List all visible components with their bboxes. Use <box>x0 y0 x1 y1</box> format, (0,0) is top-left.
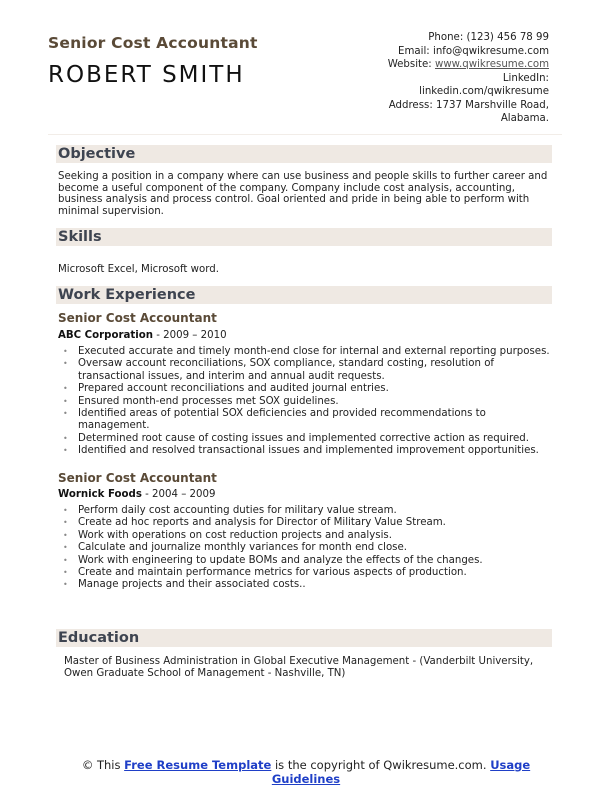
contact-block <box>349 31 549 126</box>
list-item: • Create and maintain performance metrics for various aspects of production. <box>58 567 552 579</box>
section-work-experience-header <box>56 286 552 304</box>
footer-copyright: © This Free Resume Template is the copyright of Qwikresume.com. Usage Guidelines <box>81 758 531 786</box>
job-dates: - 2009 – 2010 <box>152 330 227 341</box>
list-item: • Work with operations on cost reduction projects and analysis. <box>58 530 552 542</box>
job-company-line <box>58 489 215 500</box>
list-item: • Create ad hoc reports and analysis for Director of Military Value Stream. <box>58 517 552 529</box>
job-role: Senior Cost Accountant <box>58 311 217 325</box>
usage-guidelines-link[interactable]: Usage Guidelines <box>271 758 531 786</box>
section-title: Work Experience <box>58 287 196 303</box>
contact-phone: Phone: (123) 456 78 99 <box>428 32 549 43</box>
section-title: Skills <box>58 229 102 245</box>
job-role: Senior Cost Accountant <box>58 471 217 485</box>
free-resume-template-link[interactable]: Free Resume Template <box>124 758 272 772</box>
list-item: • Identified and resolved transactional issues and implemented improvement opportunities. <box>58 445 552 457</box>
job-bullets <box>58 346 552 458</box>
contact-website: Website: www.qwikresume.com <box>387 59 549 70</box>
section-skills-header <box>56 228 552 246</box>
list-item: • Prepared account reconciliations and audited journal entries. <box>58 383 552 395</box>
list-item: • Executed accurate and timely month-end close for internal and external reporting purposes. <box>58 346 552 358</box>
list-item: • Ensured month-end processes met SOX guidelines. <box>58 396 552 408</box>
list-item: • Determined root cause of costing issues and implemented corrective action as required. <box>58 433 552 445</box>
header-divider <box>48 134 562 135</box>
job-company: ABC Corporation <box>58 330 153 341</box>
objective-text: Seeking a position in a company where can use business and people skills to further career and become a useful component of the company. Company include cost analysis, accounting, business analysis and process control. Goal oriented and pride in being able to perform with minimal supervision. <box>58 171 548 217</box>
website-link[interactable]: www.qwikresume.com <box>434 59 549 70</box>
contact-linkedin: linkedin.com/qwikresume <box>419 86 549 97</box>
contact-linkedin-label: LinkedIn: <box>502 72 549 84</box>
job-bullets <box>58 505 552 592</box>
list-item: • Calculate and journalize monthly variances for month end close. <box>58 542 552 554</box>
list-item: • Work with engineering to update BOMs and analyze the effects of the changes. <box>58 555 552 567</box>
section-objective-header <box>56 145 552 163</box>
list-item: • Identified areas of potential SOX deficiencies and provided recommendations to management. <box>58 408 552 433</box>
job-company-line <box>58 330 227 341</box>
list-item: • Manage projects and their associated costs.. <box>58 579 552 591</box>
contact-address-line2: Alabama. <box>500 113 549 124</box>
section-title: Objective <box>58 146 136 162</box>
contact-email: Email: info@qwikresume.com <box>398 45 549 57</box>
resume-name: ROBERT SMITH <box>48 62 245 88</box>
list-item: • Perform daily cost accounting duties for military value stream. <box>58 505 552 517</box>
skills-text: Microsoft Excel, Microsoft word. <box>58 264 219 275</box>
section-title: Education <box>58 630 140 646</box>
education-text: Master of Business Administration in Global Executive Management - (Vanderbilt University, Owen Graduate School of Management - Nashville, TN) <box>64 656 534 679</box>
section-education-header <box>56 629 552 647</box>
contact-address: Address: 1737 Marshville Road, <box>388 99 549 111</box>
resume-job-title: Senior Cost Accountant <box>48 34 258 52</box>
job-company: Wornick Foods <box>58 489 142 500</box>
job-dates: - 2004 – 2009 <box>141 489 216 500</box>
list-item: • Oversaw account reconciliations, SOX compliance, standard costing, resolution of transactional issues, and interim and annual audit requests. <box>58 358 552 383</box>
